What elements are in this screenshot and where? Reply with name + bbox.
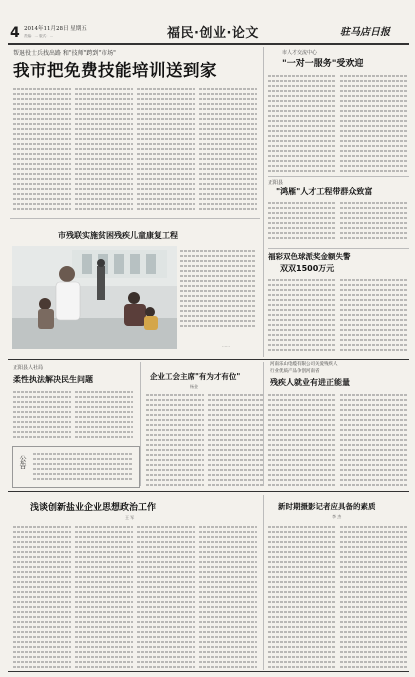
left-mid-title: 柔性执法解决民生问题	[13, 375, 93, 384]
rehab-photo-illustration	[12, 246, 177, 349]
right-box-body-col2	[340, 392, 408, 487]
notice-label: 公告	[19, 455, 27, 469]
footer-rule	[8, 671, 409, 672]
right-mid-body-col2	[340, 200, 408, 244]
issue-date: 2014年11月28日 星期五	[24, 26, 87, 32]
newspaper-masthead: 驻马店日报	[340, 27, 390, 38]
right-top-body-col2	[340, 73, 408, 173]
right-mid-body-col1	[268, 200, 336, 244]
center-mid-title: 企业工会主席"有为才有位"	[150, 372, 241, 381]
right-box-title: 残疾人就业有进正能量	[270, 378, 350, 387]
right-mid-title: "鸿雁"人才工程带群众致富	[276, 187, 373, 196]
left-mid-body-col2	[75, 389, 133, 439]
bottom-left-body-col4	[199, 524, 257, 669]
bottom-right-title: 新时期摄影记者应具备的素质	[278, 502, 376, 511]
bottom-left-body-col2	[75, 524, 133, 669]
photo-story-top-rule	[10, 218, 260, 219]
bottom-right-body-col2	[340, 524, 408, 669]
center-mid-body-col2	[208, 392, 264, 487]
section-title: 福民·创业·论文	[167, 26, 259, 41]
photo-caption	[180, 248, 256, 338]
right-mid-kicker: 正阳县	[268, 180, 284, 186]
center-left-divider	[140, 362, 141, 486]
left-mid-body-col1	[13, 389, 71, 439]
notice-text	[33, 451, 133, 483]
right-divider-2	[268, 248, 409, 249]
photo-story-image	[12, 246, 177, 349]
middle-rule	[8, 359, 409, 360]
lead-body-col2	[75, 86, 133, 214]
bottom-left-body-col1	[13, 524, 71, 669]
bottom-right-body-col1	[268, 524, 336, 669]
right-column-divider	[263, 47, 264, 357]
bottom-right-divider	[263, 495, 264, 670]
right-box-divider	[263, 362, 264, 486]
photo-credit: ……	[222, 343, 230, 348]
lottery-body-col2	[340, 277, 408, 355]
lead-title: 我市把免费技能培训送到家	[13, 61, 217, 80]
left-mid-kicker: 正阳县人社局	[13, 365, 44, 371]
notice-box	[12, 446, 140, 488]
bottom-right-byline: 李 杰	[332, 514, 342, 519]
bottom-left-body-col3	[137, 524, 195, 669]
right-top-kicker: 市人才交流中心	[282, 50, 318, 56]
center-mid-body-col1	[146, 392, 204, 487]
right-box-kicker: 河南乐山电缆有限公司关爱残疾人	[270, 362, 338, 367]
center-mid-byline: 杨金	[190, 384, 198, 389]
right-box-body-col1	[268, 392, 336, 487]
lottery-body-col1	[268, 277, 336, 355]
bottom-left-byline: 王 军	[125, 515, 135, 520]
right-top-title: "一对一服务"受欢迎	[282, 59, 364, 69]
right-divider-1	[268, 176, 409, 177]
editor-line: 责编：… 版式：…	[24, 34, 54, 38]
lead-body-col4	[199, 86, 257, 214]
bottom-left-title: 浅谈创新盐业企业思想政治工作	[30, 503, 157, 513]
lead-body-col1	[13, 86, 71, 214]
lottery-title: 福彩双色球派奖金额失警	[268, 252, 351, 261]
lead-body-col3	[137, 86, 195, 214]
header-rule	[8, 43, 409, 45]
lottery-subtitle: 双双1500万元	[280, 264, 335, 273]
photo-story-title: 市残联实施贫困残疾儿童康复工程	[58, 231, 178, 240]
right-box-kicker2: 行业优质产品争创河南省	[270, 369, 320, 374]
right-top-body-col1	[268, 73, 336, 173]
page-number: 4	[10, 25, 20, 41]
lower-rule	[8, 491, 409, 492]
lead-kicker: 帮退役士兵找出路 和"技师"跨到"市场"	[13, 50, 116, 57]
